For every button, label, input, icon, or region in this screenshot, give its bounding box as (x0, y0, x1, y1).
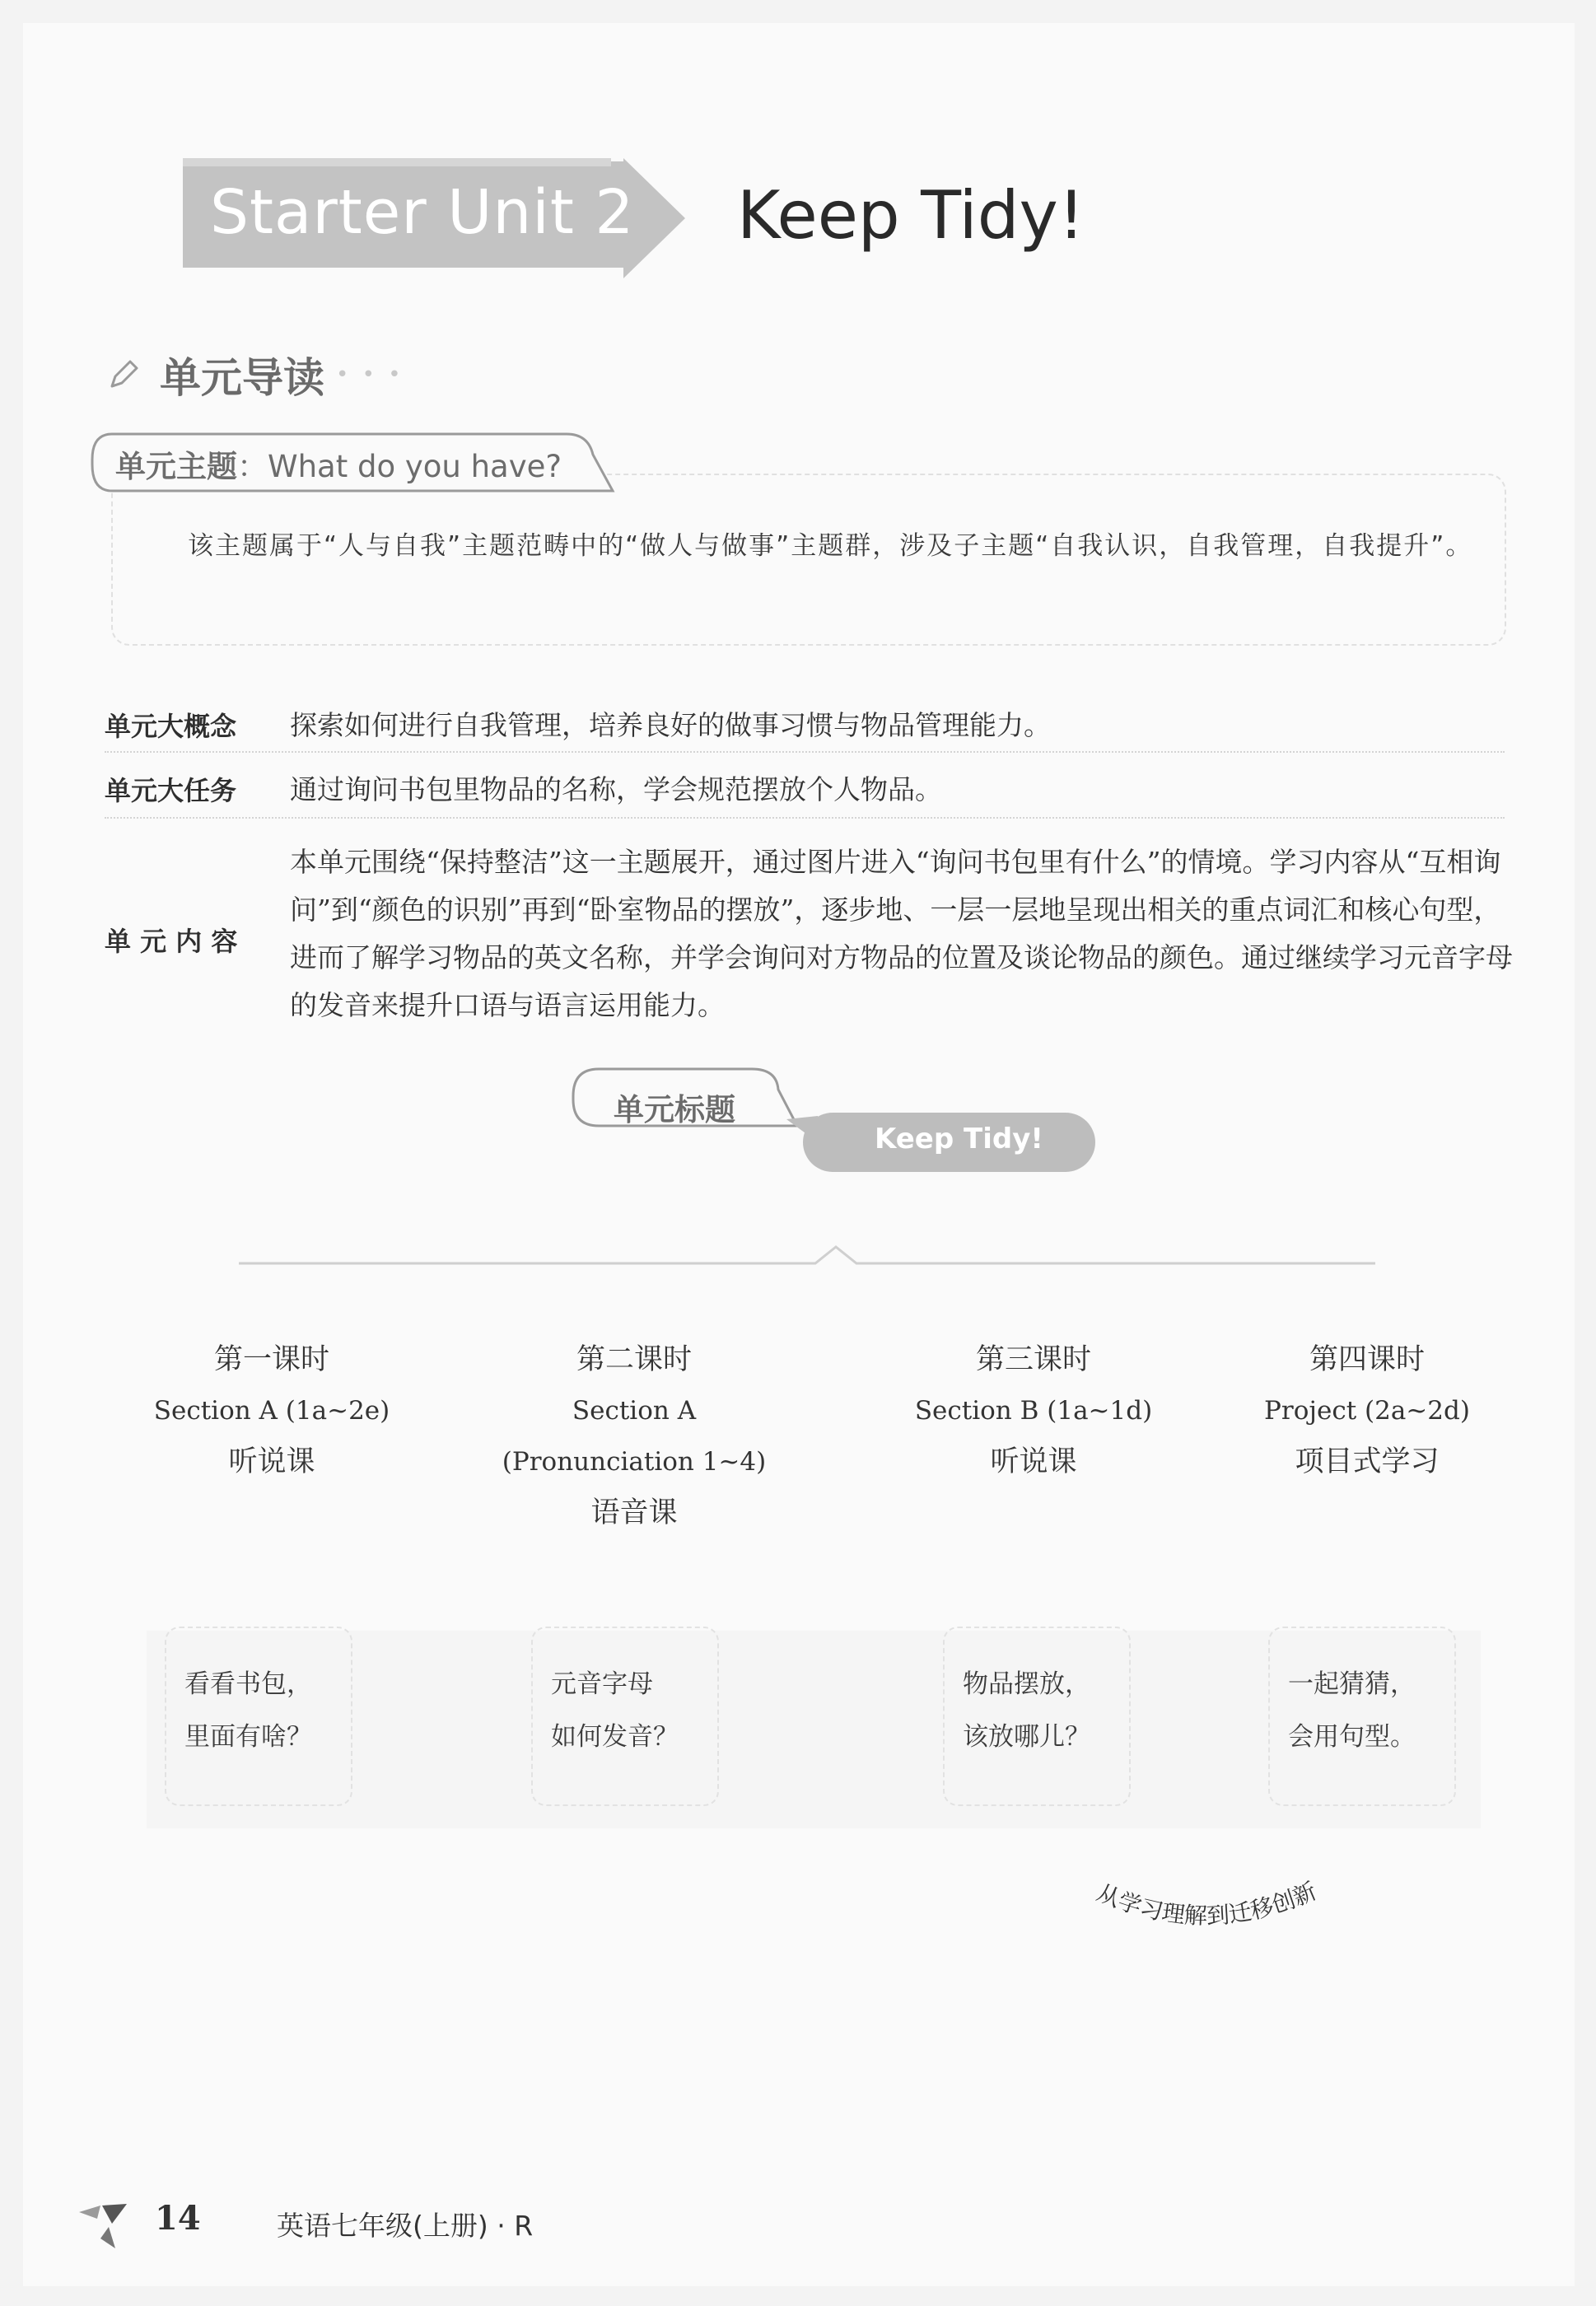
card-line: 该放哪儿？ (963, 1722, 1090, 1752)
content-text: 本单元围绕“保持整洁”这一主题展开，通过图片进入“询问书包里有什么”的情境。学习内容从“互相询问”到“颜色的识别”再到“卧室物品的摆放”，逐步地、一层一层地呈现出相关的重点词汇和核心句型，进而了解学习物品的英文名称，并学会询问对方物品的位置及谈论物品的颜色。通过继续学习元音字母的发音来提升口语与语言运用能力。 (290, 846, 1513, 1021)
card-3 (943, 1627, 1131, 1806)
task-text: 通过询问书包里物品的名称，学会规范摆放个人物品。 (290, 773, 942, 805)
card-line: 看看书包， (184, 1669, 312, 1699)
card-line: 一起猜猜， (1288, 1669, 1416, 1699)
unit-title: Keep Tidy! (737, 177, 1085, 254)
lesson-subsection: (Pronunciation 1~4) (502, 1447, 767, 1477)
lesson-section: Section A (572, 1396, 697, 1426)
footer-logo-icon (76, 2201, 133, 2250)
book-title: 英语七年级(上册) · R (277, 2210, 534, 2242)
concept-text: 探索如何进行自我管理，培养良好的做事习惯与物品管理能力。 (290, 709, 1051, 741)
lesson-2 (486, 1334, 782, 1538)
page-number: 14 (155, 2199, 201, 2238)
guide-heading-text: 单元导读 (160, 354, 324, 402)
unit-label: Starter Unit 2 (210, 177, 635, 248)
lesson-3 (894, 1334, 1174, 1487)
card-4 (1268, 1627, 1456, 1806)
lesson-type: 听说课 (228, 1445, 315, 1478)
lesson-section: Section A (1a~2e) (153, 1396, 390, 1426)
card-line: 如何发音？ (551, 1722, 679, 1752)
lesson-title: 第四课时 (1309, 1343, 1425, 1376)
lesson-4 (1239, 1334, 1495, 1487)
lesson-1 (140, 1334, 404, 1487)
heading-dots: • • • (336, 362, 404, 387)
card-line: 元音字母 (551, 1669, 653, 1699)
card-line: 里面有啥？ (184, 1722, 312, 1752)
theme-question: ：What do you have? (237, 449, 562, 484)
theme-tab (115, 441, 562, 486)
theme-label: 单元主题 (115, 449, 237, 484)
card-line: 会用句型。 (1288, 1722, 1416, 1752)
lesson-type: 语音课 (590, 1496, 678, 1529)
lesson-title: 第三课时 (975, 1343, 1091, 1376)
progression-arc (1087, 1865, 1359, 1964)
bubble-label: 单元标题 (614, 1092, 735, 1127)
lesson-section: Project (2a~2d) (1264, 1396, 1470, 1426)
task-label: 单元大任务 (105, 775, 237, 806)
pencil-icon (107, 358, 140, 391)
divider (105, 751, 1505, 753)
svg-text:从学习理解到迁移创新 (1093, 1877, 1320, 1930)
lesson-type: 听说课 (990, 1445, 1077, 1478)
guide-heading (107, 346, 404, 404)
divider (105, 817, 1505, 819)
concept-label: 单元大概念 (105, 711, 237, 742)
peak-divider (239, 1235, 1375, 1268)
lesson-type: 项目式学习 (1295, 1445, 1440, 1478)
bubble-title: Keep Tidy! (875, 1123, 1043, 1155)
card-2 (531, 1627, 719, 1806)
progression-text: 从学习理解到迁移创新 (1093, 1877, 1321, 1930)
lesson-title: 第二课时 (576, 1343, 692, 1376)
card-line: 物品摆放， (963, 1669, 1090, 1699)
content-label: 单 元 内 容 (105, 926, 238, 957)
card-1 (165, 1627, 352, 1806)
lesson-section: Section B (1a~1d) (914, 1396, 1153, 1426)
theme-description: 该主题属于“人与自我”主题范畴中的“做人与做事”主题群，涉及子主题“自我认识，自我管理，自我提升”。 (188, 531, 1473, 561)
lesson-title: 第一课时 (213, 1343, 329, 1376)
